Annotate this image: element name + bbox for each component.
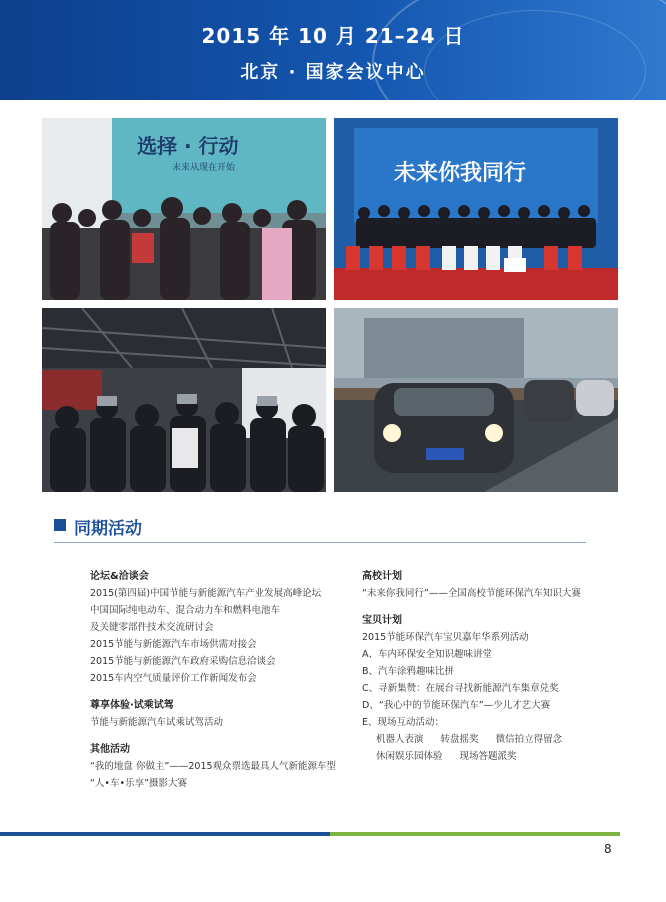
group-heading: 高校计划: [362, 571, 402, 582]
list-item: 2015(第四届)中国节能与新能源汽车产业发展高峰论坛: [90, 588, 322, 599]
list-item: B、汽车涂鸦趣味比拼: [362, 666, 455, 677]
list-item: “我的地盘 你做主”——2015观众票选最具人气新能源车型: [90, 761, 337, 772]
activity-row: [362, 731, 622, 748]
list-item: 2015节能与新能源汽车政府采购信息洽谈会: [90, 656, 276, 667]
activity-row: [362, 748, 622, 765]
list-item: 2015节能环保汽车宝贝嘉年华系列活动: [362, 632, 529, 643]
page-number: 8: [604, 842, 612, 856]
group-heading: 尊享体验·试乘试驾: [90, 700, 174, 711]
list-item: A、车内环保安全知识趣味讲堂: [362, 649, 492, 660]
footer-bar: [0, 832, 330, 836]
list-item: D、“我心中的节能环保汽车”—少儿才艺大赛: [362, 700, 551, 711]
photo-crowd-stage: [42, 118, 326, 300]
activity-item: 休闲娱乐园体验: [376, 751, 443, 762]
section-title: 同期活动: [74, 519, 142, 539]
list-item: 节能与新能源汽车试乘试驾活动: [90, 717, 224, 728]
group-heading: 其他活动: [90, 744, 130, 755]
section-divider: [54, 542, 586, 543]
activity-item: 机器人表演: [376, 734, 424, 745]
list-item: 及关键零部件技术交流研讨会: [90, 622, 214, 633]
group-heading: 宝贝计划: [362, 615, 402, 626]
stage-banner-title: 未来你我同行: [394, 161, 527, 186]
footer-bar: [330, 832, 620, 836]
list-item: E、现场互动活动：: [362, 717, 445, 728]
list-item: “人•车•乐享”摄影大赛: [90, 778, 188, 789]
list-item: 中国国际纯电动车、混合动力车和燃料电池车: [90, 605, 281, 616]
right-column: [362, 568, 622, 765]
stage-slogan: 选择 · 行动: [137, 134, 239, 158]
photo-car-road: [334, 308, 618, 492]
section-marker: [54, 519, 66, 531]
photo-group-stage: [334, 118, 618, 300]
activity-item: 现场答题派奖: [459, 751, 517, 762]
event-date: 2015 年 10 月 21–24 日: [201, 24, 465, 48]
group-heading: 论坛&洽谈会: [90, 571, 149, 582]
photo-car-road-illustration: [334, 308, 618, 492]
activity-item: 转盘摇奖: [440, 734, 479, 745]
list-item: “未来你我同行”——全国高校节能环保汽车知识大赛: [362, 588, 581, 599]
activity-item: 微信拍立得留念: [495, 734, 563, 745]
list-item: C、寻新集赞：在展台寻找新能源汽车集章兑奖: [362, 683, 559, 694]
list-item: 2015节能与新能源汽车市场供需对接会: [90, 639, 257, 650]
list-item: 2015车内空气质量评价工作新闻发布会: [90, 673, 257, 684]
photo-group-stage-illustration: [334, 118, 618, 300]
photo-press-crowd: [42, 308, 326, 492]
stage-subslogan: 未来从现在开始: [172, 163, 236, 173]
event-venue: 北京 · 国家会议中心: [240, 62, 426, 83]
left-column: [90, 568, 355, 792]
photo-press-crowd-illustration: [42, 308, 326, 492]
header-banner: [0, 0, 666, 100]
